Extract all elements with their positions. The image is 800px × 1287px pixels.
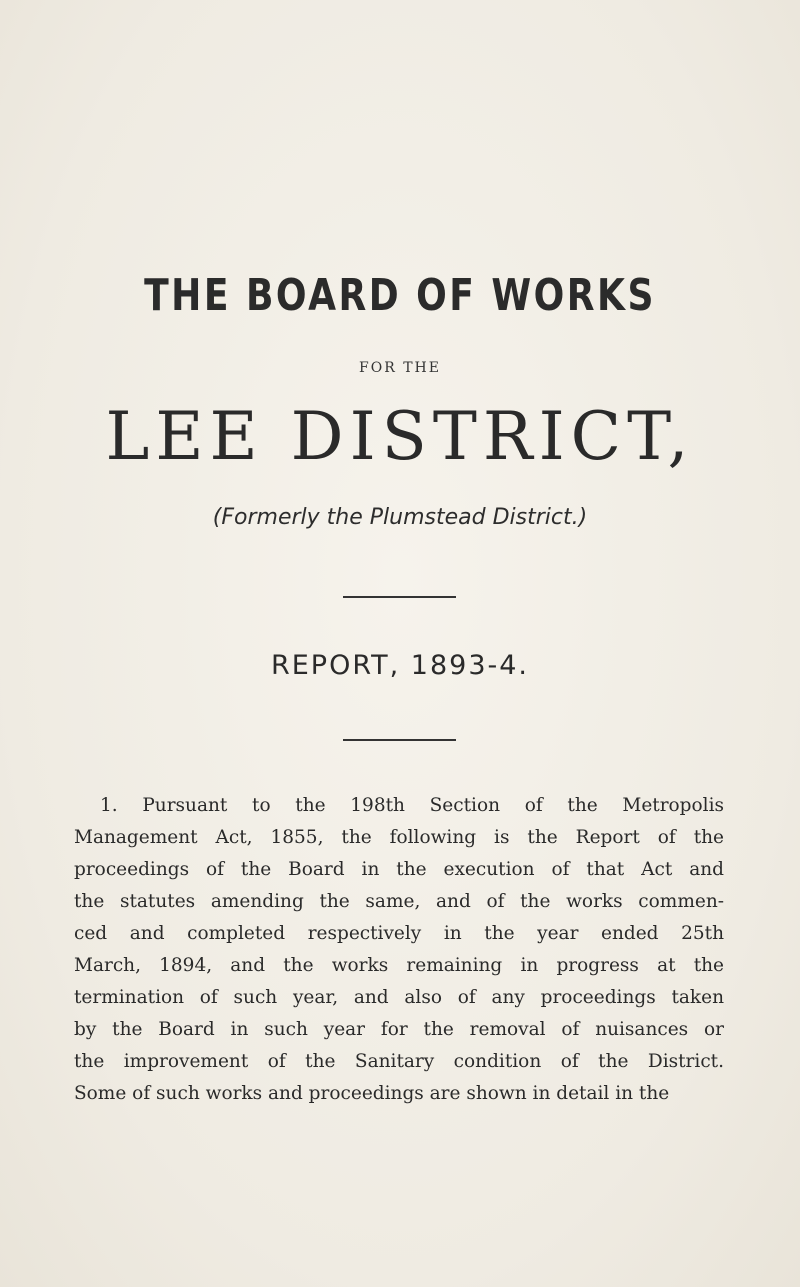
paragraph-line: March, 1894, and the works remaining in progress at the [74,955,724,976]
body-paragraph [74,790,724,1110]
report-title: REPORT, 1893-4. [270,650,530,681]
for-the-label: FOR THE [359,360,441,376]
paragraph-line: 1. Pursuant to the 198th Section of the Metropolis [100,795,724,816]
paragraph-line: termination of such year, and also of any proceedings taken [74,987,724,1008]
paragraph-line: Some of such works and proceedings are shown in detail in the [74,1083,670,1104]
formerly-subtitle: (Formerly the Plumstead District.) [212,505,588,530]
district-name: LEE DISTRICT, [105,398,695,475]
divider-top [343,596,456,598]
paragraph-line: proceedings of the Board in the execution of that Act and [74,859,724,880]
paragraph-line: the improvement of the Sanitary condition of the District. [74,1051,724,1072]
divider-bottom [343,739,456,741]
paragraph-line: Management Act, 1855, the following is the Report of the [74,827,724,848]
paragraph-line: by the Board in such year for the removal of nuisances or [74,1019,724,1040]
board-title: THE BOARD OF WORKS [144,270,656,321]
paragraph-line: the statutes amending the same, and of the works commen- [74,891,724,912]
paragraph-line: ced and completed respectively in the year ended 25th [74,923,724,944]
